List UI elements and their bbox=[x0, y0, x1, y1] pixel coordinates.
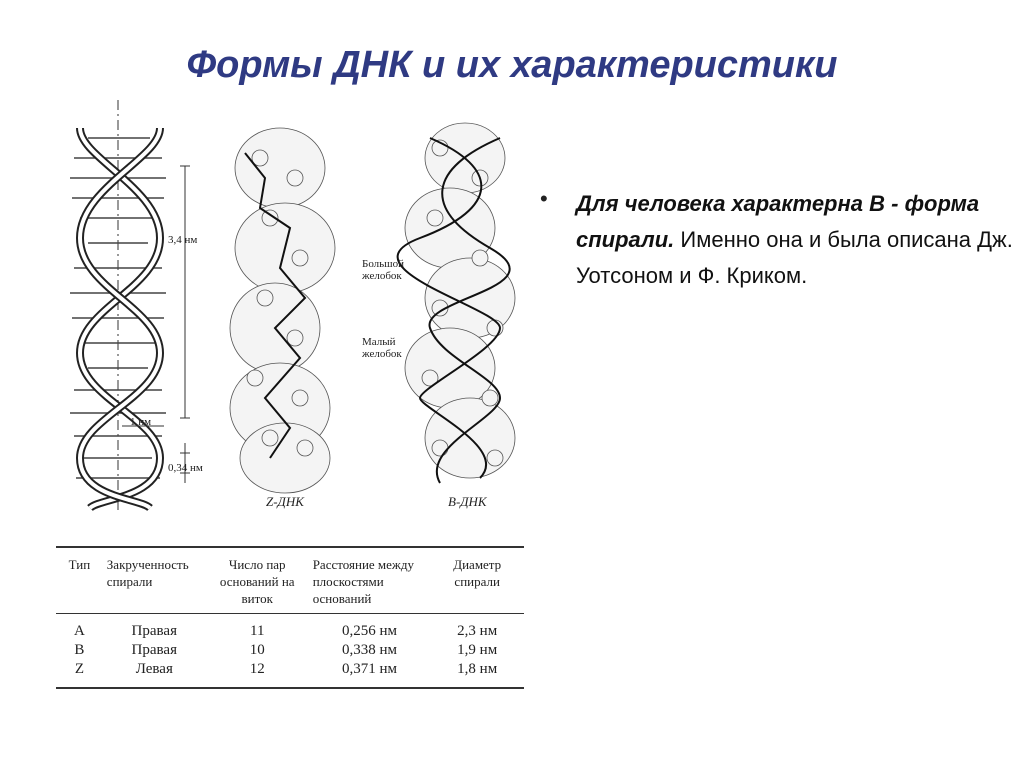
slide-title: Формы ДНК и их характеристики bbox=[186, 44, 838, 86]
cell-twist: Правая bbox=[131, 623, 177, 639]
cell-twist: Правая bbox=[131, 642, 177, 658]
cell-diameter: 2,3 нм bbox=[457, 623, 498, 639]
cell-type: Z bbox=[56, 660, 103, 688]
header-bp-per-turn: Число пар оснований на виток bbox=[206, 547, 309, 614]
table-row bbox=[56, 614, 524, 642]
width-label: 1 нм bbox=[130, 416, 152, 428]
header-twist: Закрученность спирали bbox=[103, 547, 206, 614]
bullet-marker: • bbox=[540, 186, 548, 211]
header-diameter: Диаметр спирали bbox=[430, 547, 524, 614]
pitch-label: 3,4 нм bbox=[168, 234, 198, 246]
cell-rise: 0,338 нм bbox=[342, 642, 398, 658]
cell-bp: 10 bbox=[249, 642, 265, 658]
cell-rise: 0,371 нм bbox=[309, 660, 431, 688]
rise-label: 0,34 нм bbox=[168, 462, 203, 474]
cell-type: А bbox=[73, 623, 85, 639]
header-type: Тип bbox=[56, 547, 103, 614]
dna-forms-table bbox=[56, 546, 524, 689]
cell-bp: 12 bbox=[206, 660, 309, 688]
major-groove-label: Большой желобок bbox=[362, 258, 405, 282]
z-dna-label: Z-ДНК bbox=[266, 494, 304, 509]
cell-bp: 11 bbox=[250, 623, 265, 639]
table-header-row bbox=[56, 547, 524, 614]
cell-twist: Левая bbox=[103, 660, 206, 688]
dna-illustration bbox=[40, 98, 540, 518]
b-dna-label: B-ДНК bbox=[448, 494, 487, 509]
cell-diameter: 1,8 нм bbox=[430, 660, 524, 688]
cell-type: В bbox=[74, 642, 85, 658]
table-row bbox=[56, 641, 524, 660]
header-rise: Расстояние между плоскостями оснований bbox=[309, 547, 431, 614]
bullet-normal-text: Именно она и была описана Дж. Уотсоном и Ф. Криком. bbox=[576, 227, 1013, 288]
bullet-bold-text: Для человека характерна В - форма спирали. bbox=[576, 191, 980, 252]
minor-groove-label: Малый желобок bbox=[362, 336, 402, 360]
cell-diameter: 1,9 нм bbox=[457, 642, 498, 658]
dna-figure bbox=[40, 98, 540, 518]
table-row bbox=[56, 660, 524, 688]
cell-rise: 0,256 нм bbox=[342, 623, 398, 639]
bullet-text bbox=[576, 186, 1016, 294]
